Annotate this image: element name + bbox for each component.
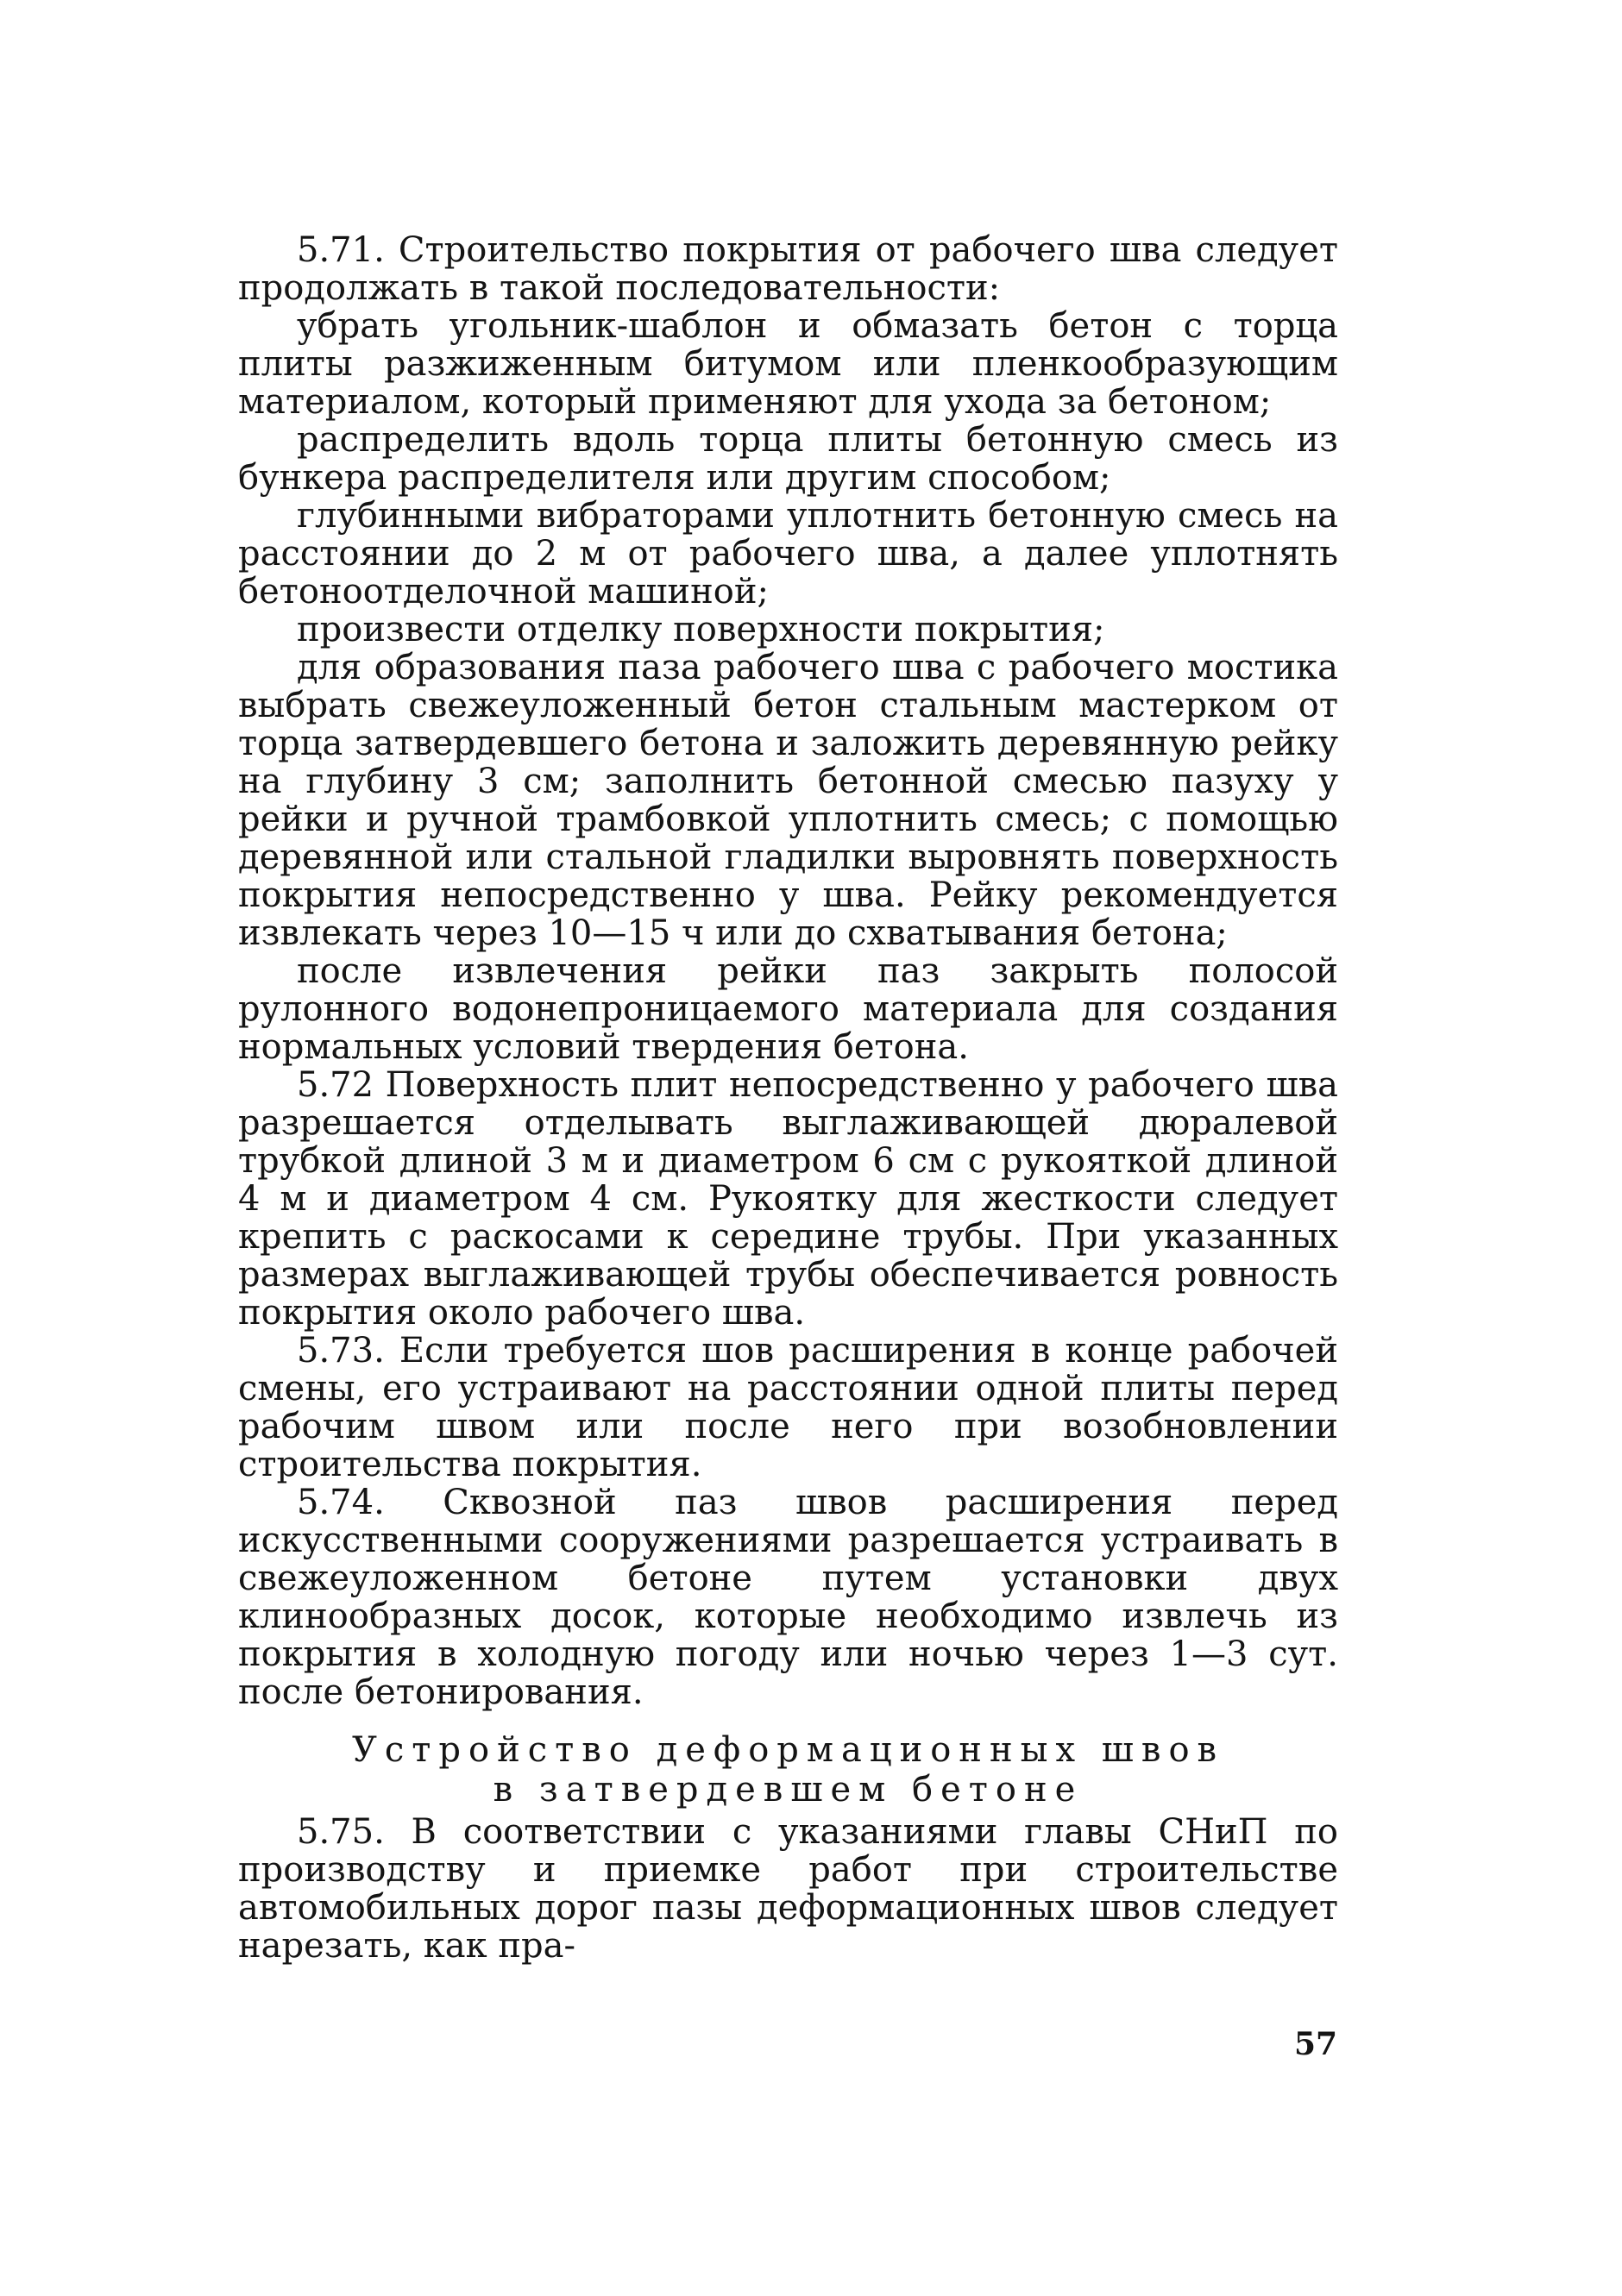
section-heading-line-1: Устройство деформационных швов <box>351 1730 1225 1770</box>
paragraph-5-71: 5.71. Строительство покрытия от рабочего шва следует продолжать в такой последовательности: <box>238 230 1338 308</box>
page-number: 57 <box>1294 2026 1338 2062</box>
paragraph-5-72: 5.72 Поверхность плит непосредственно у рабочего шва разрешается отделывать выглаживающей дюралевой трубкой длиной 3 м и диаметром 6 см с рукояткой длиной 4 м и диаметром 4 см. Рукоятку для жесткости следует крепить с раскосами к середине трубы. При указанных размерах выглаживающей трубы обеспечивается ровность покрытия около рабочего шва. <box>238 1065 1338 1333</box>
paragraph-step-cover-groove: после извлечения рейки паз закрыть полосой рулонного водонепроницаемого материала для создания нормальных условий твердения бетона. <box>238 951 1338 1067</box>
paragraph-step-remove-template: убрать угольник-шаблон и обмазать бетон с торца плиты разжиженным битумом или пленкообразующим материалом, который применяют для ухода за бетоном; <box>238 306 1338 422</box>
paragraph-step-form-groove: для образования паза рабочего шва с рабочего мостика выбрать свежеуложенный бетон стальным мастерком от торца затвердевшего бетона и заложить деревянную рейку на глубину 3 см; заполнить бетонной смесью пазуху у рейки и ручной трамбовкой уплотнить смесь; с помощью деревянной или стальной гладилки выровнять поверхность покрытия непосредственно у шва. Рейку рекомендуется извлекать через 10—15 ч или до схватывания бетона; <box>238 648 1338 953</box>
paragraph-5-75: 5.75. В соответствии с указаниями главы СНиП по производству и приемке работ при строительстве автомобильных дорог пазы деформационных швов следует нарезать, как пра- <box>238 1812 1338 1966</box>
paragraph-step-finish-surface: произвести отделку поверхности покрытия; <box>297 610 1105 649</box>
section-heading <box>238 1730 1338 1810</box>
paragraph-step-distribute-mix: распределить вдоль торца плиты бетонную смесь из бункера распределителя или другим способом; <box>238 420 1338 498</box>
paragraph-step-vibrate: глубинными вибраторами уплотнить бетонную смесь на расстоянии до 2 м от рабочего шва, а далее уплотнять бетоноотделочной машиной; <box>238 496 1338 612</box>
section-heading-line-2: в затвердевшем бетоне <box>493 1770 1084 1810</box>
paragraph-5-74: 5.74. Сквозной паз швов расширения перед искусственными сооружениями разрешается устраивать в свежеуложенном бетоне путем установки двух клинообразных досок, которые необходимо извлечь из покрытия в холодную погоду или ночью через 1—3 сут. после бетонирования. <box>238 1483 1338 1712</box>
paragraph-5-73: 5.73. Если требуется шов расширения в конце рабочей смены, его устраивают на расстоянии одной плиты перед рабочим швом или после него при возобновлении строительства покрытия. <box>238 1331 1338 1484</box>
page-body <box>238 231 1338 1965</box>
